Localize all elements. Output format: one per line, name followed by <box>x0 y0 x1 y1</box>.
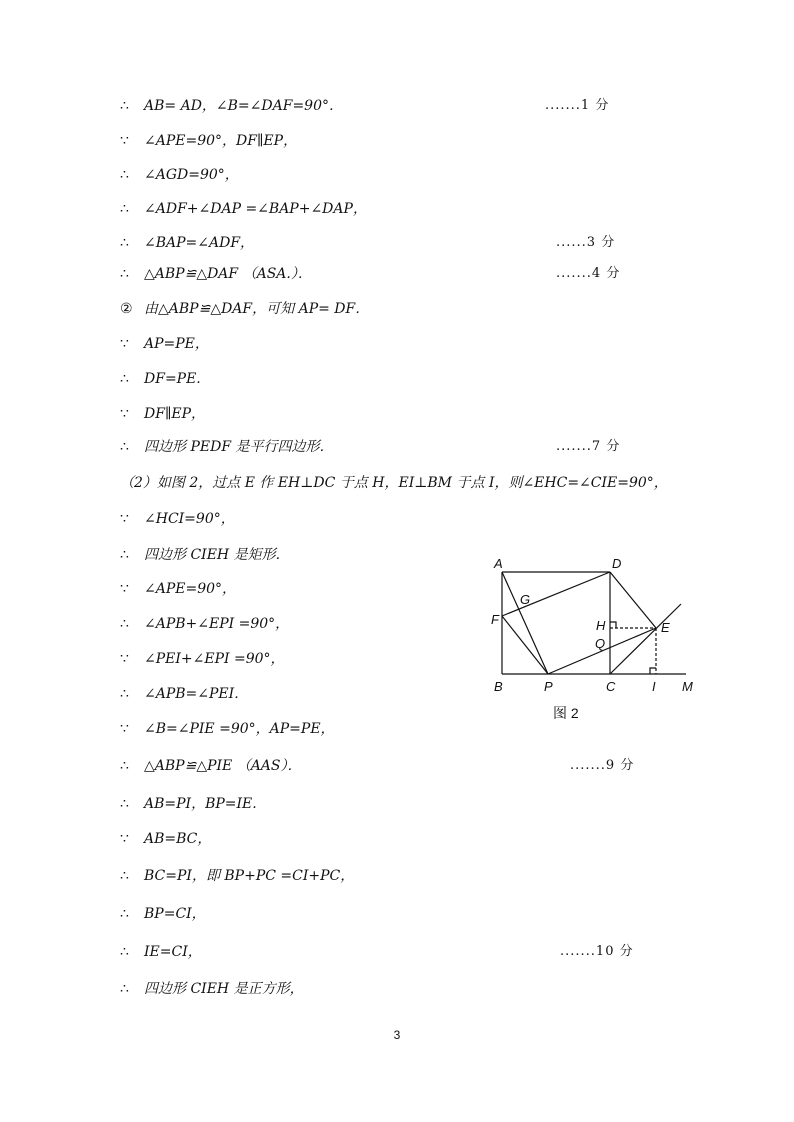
label-H: H <box>596 618 606 633</box>
solution-line <box>120 299 369 319</box>
statement-text: AB=PI，BP=IE. <box>144 796 257 812</box>
solution-line <box>120 829 211 849</box>
logic-symbol: ∴ <box>120 906 129 922</box>
statement-text: ∠APB+∠EPI =90°， <box>144 616 290 632</box>
statement-text: BP=CI， <box>144 906 206 922</box>
solution-line <box>120 96 343 116</box>
right-angle-I <box>650 668 656 674</box>
logic-symbol: ∴ <box>120 201 129 217</box>
solution-line <box>120 545 280 565</box>
logic-symbol: ∵ <box>120 651 129 667</box>
logic-symbol: ∵ <box>120 511 129 527</box>
score-mark: .......4 分 <box>556 266 621 281</box>
solution-line <box>120 756 302 776</box>
statement-text: 四边形 CIEH 是正方形， <box>144 981 304 997</box>
logic-symbol: ∴ <box>120 547 129 563</box>
segment-FP <box>502 616 548 674</box>
logic-symbol: ∴ <box>120 439 129 455</box>
geometry-diagram <box>486 550 706 725</box>
score-mark: .......10 分 <box>560 944 634 959</box>
solution-line <box>120 264 312 284</box>
statement-text: ∠APE=90°， <box>144 581 237 597</box>
logic-symbol: ∴ <box>120 616 129 632</box>
segment-PE <box>548 628 656 674</box>
figure-caption: 图 2 <box>553 705 579 721</box>
label-M: M <box>682 679 693 694</box>
statement-text: ∠B=∠PIE =90°，AP=PE， <box>144 721 335 737</box>
statement-text: DF∥EP， <box>144 406 206 422</box>
solution-line <box>120 165 239 185</box>
score-mark: .......9 分 <box>570 758 635 773</box>
label-D: D <box>612 556 622 571</box>
solution-line <box>120 334 209 354</box>
segment-DF <box>502 572 610 616</box>
label-Q: Q <box>595 636 606 651</box>
statement-text: ∠APB=∠PEI． <box>144 686 249 702</box>
statement-text: ∠BAP=∠ADF， <box>144 235 255 251</box>
score-mark: .......1 分 <box>545 98 610 113</box>
solution-line <box>120 719 335 739</box>
solution-line <box>120 369 201 389</box>
logic-symbol: ∴ <box>120 235 129 251</box>
label-G: G <box>520 592 531 607</box>
label-P: P <box>544 679 553 694</box>
solution-line <box>120 904 206 924</box>
statement-text: ∠ADF+∠DAP =∠BAP+∠DAP， <box>144 201 367 217</box>
statement-text: BC=PI，即 BP+PC =CI+PC， <box>144 868 355 884</box>
label-C: C <box>606 679 616 694</box>
solution-line <box>120 942 202 962</box>
statement-text: IE=CI， <box>144 944 202 960</box>
right-angle-H <box>610 622 616 628</box>
label-I: I <box>652 679 656 694</box>
statement-text: ∠PEI+∠EPI =90°， <box>144 651 285 667</box>
logic-symbol: ∴ <box>120 167 129 183</box>
page-number: 3 <box>393 1028 401 1042</box>
statement-text: AB=BC， <box>144 831 212 847</box>
solution-line <box>120 473 668 493</box>
logic-symbol: ∴ <box>120 686 129 702</box>
logic-symbol: ∵ <box>120 336 129 352</box>
statement-text: 四边形 CIEH 是矩形. <box>144 547 281 563</box>
statement-text: DF=PE. <box>144 371 201 387</box>
statement-text: △ABP≌△DAF （ASA.）． <box>144 266 312 282</box>
label-A: A <box>494 556 503 571</box>
score-mark: .......7 分 <box>556 439 621 454</box>
solution-line <box>120 649 285 669</box>
statement-text: AB= AD，∠B=∠DAF=90°． <box>144 98 343 114</box>
solution-line <box>120 437 333 457</box>
solution-line <box>120 979 304 999</box>
logic-symbol: ∴ <box>120 266 129 282</box>
solution-line <box>120 684 248 704</box>
statement-text: ∠HCI=90°， <box>144 511 235 527</box>
statement-text: （2）如图 2，过点 E 作 EH⊥DC 于点 H，EI⊥BM 于点 I，则∠EHC=∠CIE=90°， <box>120 475 668 491</box>
logic-symbol: ∴ <box>120 796 129 812</box>
logic-symbol: ∴ <box>120 98 129 114</box>
solution-line <box>120 614 289 634</box>
logic-symbol: ∴ <box>120 758 129 774</box>
solution-line <box>120 866 354 886</box>
solution-line <box>120 233 254 253</box>
solution-line <box>120 794 257 814</box>
statement-text: 四边形 PEDF 是平行四边形． <box>144 439 334 455</box>
solution-line <box>120 579 236 599</box>
logic-symbol: ∵ <box>120 581 129 597</box>
logic-symbol: ∴ <box>120 868 129 884</box>
logic-symbol: ∴ <box>120 371 129 387</box>
solution-line <box>120 509 235 529</box>
score-mark: ......3 分 <box>556 235 616 250</box>
label-E: E <box>661 620 670 635</box>
statement-text: ∠AGD=90°， <box>144 167 239 183</box>
label-B: B <box>494 679 503 694</box>
solution-line <box>120 404 205 424</box>
statement-text: 由△ABP≌△DAF，可知 AP= DF． <box>144 301 370 317</box>
solution-line <box>120 131 297 151</box>
logic-symbol: ∵ <box>120 406 129 422</box>
segment-DE <box>610 572 656 628</box>
logic-symbol: ∴ <box>120 981 129 997</box>
logic-symbol: ∵ <box>120 831 129 847</box>
segment-AP <box>502 572 548 674</box>
label-F: F <box>491 612 499 627</box>
logic-symbol: ∵ <box>120 133 129 149</box>
figure-2 <box>486 550 706 725</box>
statement-text: △ABP≌△PIE （AAS）． <box>144 758 302 774</box>
logic-symbol: ② <box>120 301 133 317</box>
solution-line <box>120 199 367 219</box>
logic-symbol: ∵ <box>120 721 129 737</box>
statement-text: ∠APE=90°，DF∥EP， <box>144 133 298 149</box>
statement-text: AP=PE， <box>144 336 209 352</box>
logic-symbol: ∴ <box>120 944 129 960</box>
